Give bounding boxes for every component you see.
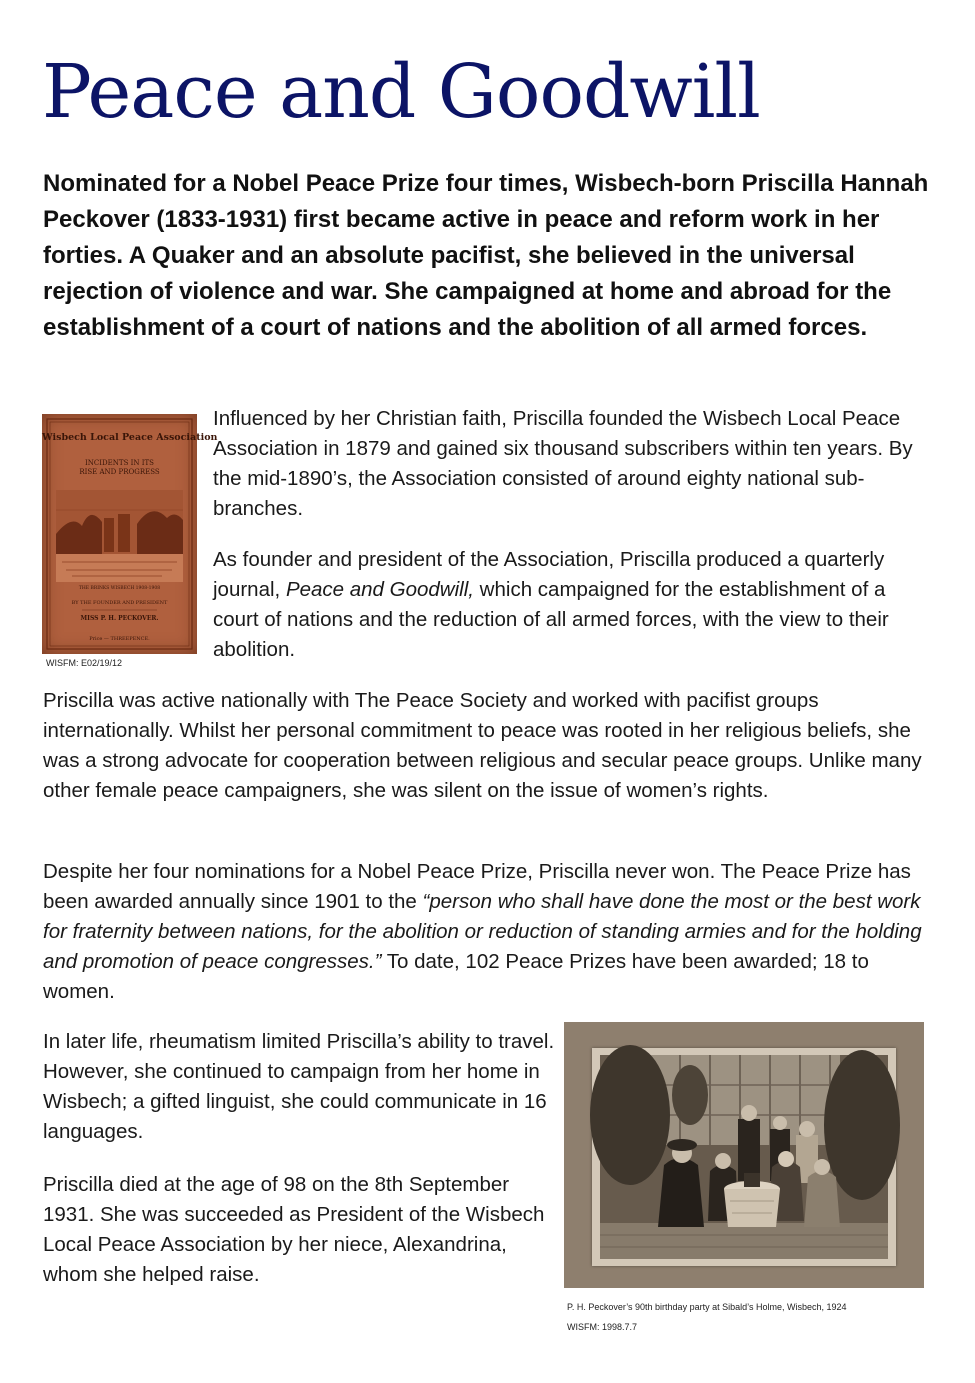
paragraph-nobel [43,857,933,1007]
paragraph-death: Priscilla died at the age of 98 on the 8th September 1931. She was succeeded as President of the Wisbech Local Peace Association by her niece, Alexandrina, whom she helped raise. [43,1173,545,1286]
booklet-caption: WISFM: E02/19/12 [46,658,123,668]
photo-image [600,1055,888,1259]
journal-text-start: As founder and president of the Association, Priscilla produced a quarterly journal, [213,548,885,601]
booklet-author: MISS P. H. PECKOVER. [80,615,159,622]
nobel-text-end: To date, 102 Peace Prizes have been awarded; 18 to women. [43,950,869,1003]
booklet-subtitle-2: RISE AND PROGRESS [79,468,160,476]
journal-title: Peace and Goodwill, [285,578,474,601]
page-title: Peace and Goodwill [42,49,760,135]
booklet-heading: Wisbech Local Peace Association [42,432,218,443]
nobel-text-start: Despite her four nominations for a Nobel Peace Prize, Priscilla never won. The Peace Prize has been awarded annually since 1901 to the [43,860,911,913]
paragraph-peace-society: Priscilla was active nationally with The Peace Society and worked with pacifist groups internationally. Whilst her personal commitment to peace was rooted in her religious beliefs, she was a strong advocate for cooperation between religious and secular peace groups. Unlike many other female peace campaigners, she was silent on the issue of women’s rights. [43,689,922,802]
photo-mount [592,1048,896,1266]
nobel-quote: “person who shall have done the most or the best work for fraternity between nations, for the abolition or reduction of standing armies and for the holding and promotion of peace congresses.” [43,890,922,973]
booklet-price: Price — THREEPENCE. [89,636,150,642]
photo-caption: P. H. Peckover’s 90th birthday party at Sibald’s Holme, Wisbech, 1924 [567,1302,847,1312]
paragraph-founding: Influenced by her Christian faith, Priscilla founded the Wisbech Local Peace Association in 1879 and gained six thousand subscribers within ten years. By the mid-1890’s, the Association consisted of around eighty national sub-branches. [213,407,913,520]
intro-paragraph: Nominated for a Nobel Peace Prize four times, Wisbech-born Priscilla Hannah Peckover (1833-1931) first became active in peace and reform work in her forties. A Quaker and an absolute pacifist, she believed in the universal rejection of violence and war. She campaigned at home and abroad for the establishment of a court of nations and the abolition of all armed forces. [43,170,929,341]
booklet-small-caption: THE BRINKS WISBECH 1908-1908 [78,586,161,591]
paragraph-later-life: In later life, rheumatism limited Priscilla’s ability to travel. However, she continued to campaign from her home in Wisbech; a gifted linguist, she could communicate in 16 languages. [43,1030,555,1143]
birthday-party-photo [564,1022,924,1288]
journal-text-end: which campaigned for the establishment of a court of nations and the reduction of all armed forces, with the view to their abolition. [213,578,889,661]
paragraph-journal [213,545,933,665]
booklet-cover-image [42,414,218,654]
photo-illustration [600,1055,888,1259]
booklet-subtitle-1: INCIDENTS IN ITS [85,459,154,467]
booklet-byline: BY THE FOUNDER AND PRESIDENT [71,600,168,606]
photo-accession-number: WISFM: 1998.7.7 [567,1322,638,1332]
